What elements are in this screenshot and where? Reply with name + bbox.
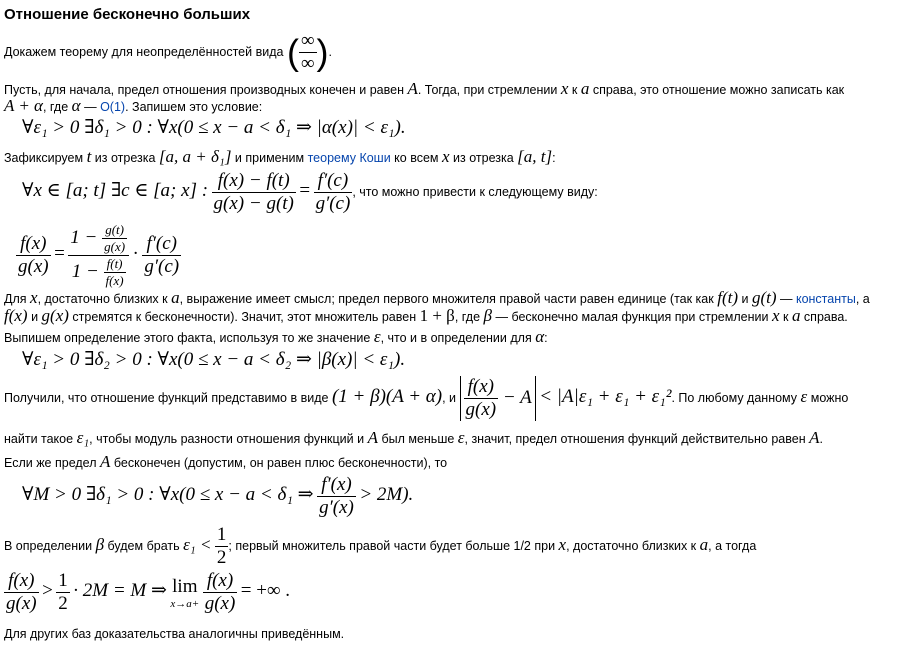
constants-link[interactable]: константы bbox=[795, 292, 856, 306]
limit: lim x→a+ bbox=[170, 575, 200, 610]
paragraph-8: Получили, что отношение функций представимо в виде (1 + β)(A + α), и $\frac{f(x)}{g(x)}$ − A < |A|ε₁ + ε₁ + ε₁². По любому данному ε можно bbox=[4, 376, 849, 420]
factor-fraction: 1 − $\frac{g(t)}{g(x)}$ 1 − $\frac{f(t)}{f(x)}$ bbox=[68, 222, 129, 289]
paragraph-9: найти такое ε₁, чтобы модуль разности отношения функций и A был меньше ε, значит, предел отношения функций действительно равен A. bbox=[4, 428, 823, 447]
paragraph-7: Выпишем определение этого факта, используя то же значение ε, что и в определении для α: bbox=[4, 327, 548, 346]
p1-text: Докажем теорему для неопределённостей вида bbox=[4, 44, 284, 59]
paragraph-6: f(x) и g(x) стремятся к бесконечности). Значит, этот множитель равен 1 + β, где β — бесконечно малая функция при стремлении x к a справа. bbox=[4, 306, 848, 325]
paragraph-10: Если же предел A бесконечен (допустим, он равен плюс бесконечности), то bbox=[4, 452, 448, 471]
formula-3: $\frac{f(x)}{g(x)}$ = 1 − $\frac{g(t)}{g(x)}$ 1 − $\frac{f(t)}{f(x)}$ · $\frac{f'(c)}{g'(c)}$ bbox=[18, 222, 180, 288]
derivative-ratio-fraction: $\frac{f'(x)}{g'(x)}$ bbox=[319, 474, 354, 518]
o1-link[interactable]: O(1) bbox=[100, 100, 126, 114]
paragraph-11: В определении β будем брать ε₁ < $\frac{1}{2}$ ; первый множитель правой части будет больше 1/2 при x, достаточно близких к a, а тогда bbox=[4, 524, 757, 568]
paragraph-1: Докажем теорему для неопределённостей вида ( ∞ ∞ ). bbox=[4, 30, 332, 74]
paragraph-2: Пусть, для начала, предел отношения производных конечен и равен A. Тогда, при стремлении x к a справа, это отношение можно записать как bbox=[4, 79, 845, 98]
formula-1: ∀ε₁ > 0 ∃δ₁ > 0 : ∀x(0 ≤ x − a < δ₁ ⇒ |α(x)| < ε₁). bbox=[22, 117, 406, 138]
half-fraction: $\frac{1}{2}$ bbox=[216, 524, 227, 568]
formula-4: ∀ε₁ > 0 ∃δ₂ > 0 : ∀x(0 ≤ x − a < δ₂ ⇒ |β(x)| < ε₁). bbox=[22, 349, 406, 370]
paragraph-12: Для других баз доказательства аналогичны приведённым. bbox=[4, 627, 345, 641]
paren-right: ) bbox=[316, 31, 329, 73]
paragraph-3: A + α, где α — O(1). Запишем это условие: bbox=[4, 96, 263, 115]
ratio-fraction: $\frac{f(x)}{g(x)}$ bbox=[18, 233, 49, 277]
paragraph-4: Зафиксируем t из отрезка [a, a + δ₁] и применим теорему Коши ко всем x из отрезка [a, t]: bbox=[4, 147, 556, 166]
paragraph-5: Для x, достаточно близких к a, выражение имеет смысл; предел первого множителя правой части равен единице (так как f(t) и g(t) — константы, а bbox=[4, 288, 870, 307]
infinity-fraction: ∞ ∞ bbox=[300, 30, 315, 74]
final-half-fraction: $\frac{1}{2}$ bbox=[58, 570, 68, 614]
limit-fraction: $\frac{f(x)}{g(x)}$ bbox=[204, 570, 236, 614]
final-ratio-fraction: $\frac{f(x)}{g(x)}$ bbox=[6, 570, 37, 614]
derivative-fraction: $\frac{f'(c)}{g'(c)}$ bbox=[144, 233, 180, 277]
formula-2: ∀x ∈ [a; t] ∃c ∈ [a; x] : $\frac{f(x) - f(t)}{g(x) - g(t)}$ = $\frac{f'(c)}{g'(c)}$ , что можно привести к следующему виду: bbox=[22, 170, 598, 214]
cauchy-theorem-link[interactable]: теорему Коши bbox=[307, 151, 391, 165]
abs-difference: $\frac{f(x)}{g(x)}$ − A bbox=[460, 376, 536, 421]
page-title: Отношение бесконечно больших bbox=[4, 6, 251, 23]
formula-6: $\frac{f(x)}{g(x)}$ > $\frac{1}{2}$ · 2M = M ⇒ lim x→a+ $\frac{f(x)}{g(x)}$ = +∞ . bbox=[6, 570, 291, 614]
formula-5: ∀M > 0 ∃δ₁ > 0 : ∀x(0 ≤ x − a < δ₁ ⇒ $\frac{f'(x)}{g'(x)}$ > 2M). bbox=[22, 474, 414, 518]
cauchy-lhs-fraction: $\frac{f(x) - f(t)}{g(x) - g(t)}$ bbox=[213, 170, 294, 214]
cauchy-rhs-fraction: $\frac{f'(c)}{g'(c)}$ bbox=[315, 170, 351, 214]
paren-left: ( bbox=[286, 31, 299, 73]
